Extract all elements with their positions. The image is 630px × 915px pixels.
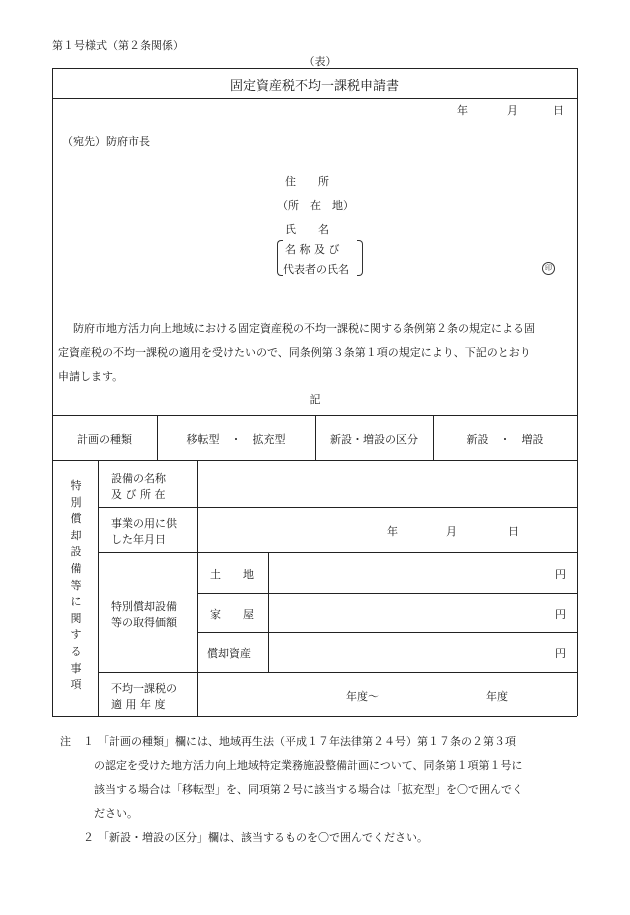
start-date-month[interactable]: 月 xyxy=(446,525,457,538)
tax-year-label-1: 不均一課税の xyxy=(111,682,177,695)
side-label: （表） xyxy=(303,55,337,68)
start-date-day[interactable]: 日 xyxy=(508,525,519,538)
classification-options[interactable]: 新設 ・ 増設 xyxy=(466,433,544,446)
addressee: （宛先）防府市長 xyxy=(62,135,150,148)
note-2-line-1: 「新設・増設の区分」欄は、該当するものを〇で囲んでください。 xyxy=(98,831,428,844)
start-date-label-1: 事業の用に供 xyxy=(111,517,177,530)
tax-year-to[interactable]: 年度 xyxy=(486,690,508,703)
form-number: 第１号様式（第２条関係） xyxy=(52,39,184,52)
depreciable-assets-unit: 円 xyxy=(555,647,566,660)
start-date-label-2: した年月日 xyxy=(111,533,166,546)
body-line-2: 定資産税の不均一課税の適用を受けたいので、同条例第３条第１項の規定により、下記のとおり xyxy=(58,346,531,359)
house-unit: 円 xyxy=(555,608,566,621)
facility-label-1: 設備の名称 xyxy=(111,472,166,485)
applicant-name-label: 氏 名 xyxy=(285,223,329,236)
land-unit: 円 xyxy=(555,568,566,581)
note-1-line-1: 「計画の種類」欄には、地域再生法（平成１７年法律第２４号）第１７条の２第３項 xyxy=(98,735,516,748)
note-2-number: ２ xyxy=(83,831,94,844)
body-line-1: 防府市地方活力向上地域における固定資産税の不均一課税に関する条例第２条の規定による固 xyxy=(73,322,535,335)
bracket-right xyxy=(357,240,363,276)
facility-value[interactable] xyxy=(198,461,576,506)
note-1-line-3: 該当する場合は「移転型」を、同項第２号に該当する場合は「拡充型」を〇で囲んでく xyxy=(94,783,523,796)
corp-name-label-2: 代表者の氏名 xyxy=(283,263,349,276)
depreciable-assets-label: 償却資産 xyxy=(207,647,251,660)
tax-year-from[interactable]: 年度～ xyxy=(346,690,379,703)
section-label-vertical: 特別償却設備等に関する事項 xyxy=(70,479,82,692)
facility-label-2: 及 び 所 在 xyxy=(111,488,166,501)
house-label: 家 屋 xyxy=(210,608,254,621)
land-label: 土 地 xyxy=(210,568,254,581)
date-year: 年 xyxy=(457,104,468,117)
body-line-3: 申請します。 xyxy=(58,370,124,383)
applicant-address-label: 住 所 xyxy=(285,175,329,188)
note-1-line-2: の認定を受けた地方活力向上地域特定業務施設整備計画について、同条第１項第１号に xyxy=(94,759,523,772)
plan-type-label: 計画の種類 xyxy=(77,433,132,446)
classification-label: 新設・増設の区分 xyxy=(330,433,418,446)
tax-year-label-2: 適 用 年 度 xyxy=(111,698,166,711)
form-title: 固定資産税不均一課税申請書 xyxy=(229,79,399,94)
applicant-location-label: （所 在 地） xyxy=(277,199,354,212)
date-month: 月 xyxy=(507,104,518,117)
note-1-line-4: ださい。 xyxy=(94,807,138,820)
start-date-year[interactable]: 年 xyxy=(387,525,398,538)
note-1-number: １ xyxy=(83,735,94,748)
acquisition-label-2: 等の取得価額 xyxy=(111,616,177,629)
notes-prefix: 注 xyxy=(60,735,71,748)
plan-type-options[interactable]: 移転型 ・ 拡充型 xyxy=(186,433,286,446)
corp-name-label-1: 名 称 及 び xyxy=(285,243,340,256)
ki-label: 記 xyxy=(309,393,321,406)
date-day: 日 xyxy=(553,104,564,117)
seal-mark: 印 xyxy=(542,262,555,275)
acquisition-label-1: 特別償却設備 xyxy=(111,600,177,613)
